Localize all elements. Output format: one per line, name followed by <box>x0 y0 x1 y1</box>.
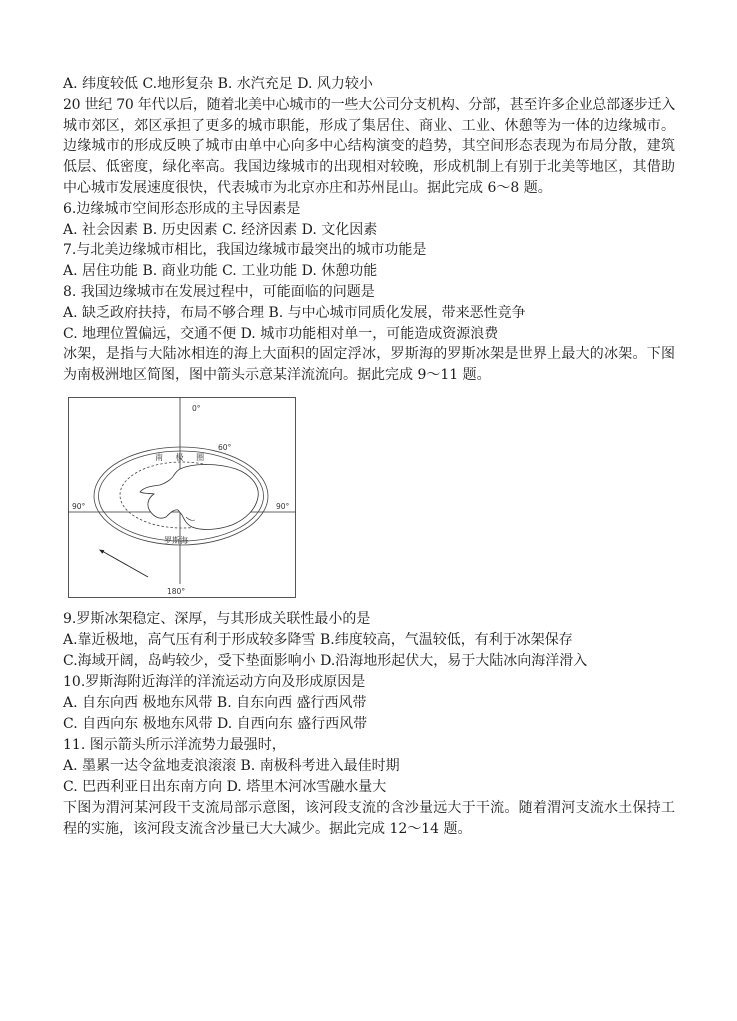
label-lon-90-left: 90° <box>72 502 86 511</box>
question-9-options: C.海域开阔，岛屿较少，受下垫面影响小 D.沿海地形起伏大，易于大陆冰向海洋滑入 <box>63 653 588 669</box>
label-ross-sea: 罗斯海 <box>164 536 188 545</box>
question-6-stem: 6.边缘城市空间形态形成的主导因素是 <box>63 200 301 217</box>
question-8-options: C. 地理位置偏远，交通不便 D. 城市功能相对单一，可能造成资源浪费 <box>63 325 499 342</box>
question-8-options: A. 缺乏政府扶持，布局不够合理 B. 与中心城市同质化发展，带来恶性竞争 <box>63 304 526 321</box>
passage-edge-city-line: 低层、低密度，绿化率高。我国边缘城市的出现相对较晚，形成机制上有别于北美等地区，其借助 <box>63 159 675 176</box>
question-9-options: A.靠近极地，高气压有利于形成较多降雪 B.纬度较高，气温较低，有利于冰架保存 <box>63 632 573 648</box>
question-11-options: A. 墨累一达令盆地麦浪滚滚 B. 南极科考进入最佳时期 <box>63 758 400 774</box>
antarctica-map-svg <box>68 397 296 598</box>
label-lat-60: 60° <box>218 443 232 452</box>
label-lon-0: 0° <box>192 404 201 413</box>
question-9-stem: 9.罗斯冰架稳定、深厚，与其形成关联性最小的是 <box>63 611 371 627</box>
passage-edge-city-line: 边缘城市的形成反映了城市由单中心向多中心结构演变的趋势，其空间形态表现为布局分散，建筑 <box>63 138 675 155</box>
label-lon-90-right: 90° <box>276 502 290 511</box>
question-11-stem: 11. 图示箭头所示洋流势力最强时， <box>63 737 286 753</box>
passage-ice-shelf-line: 为南极洲地区简图，图中箭头示意某洋流流向。据此完成 9～11 题。 <box>63 367 491 384</box>
label-lon-180: 180° <box>167 587 186 596</box>
passage-weihe-line: 程的实施，该河段支流含沙量已大大减少。据此完成 12～14 题。 <box>63 821 472 837</box>
label-antarctic-circle: 南 极 圈 <box>155 453 210 462</box>
question-5-options: A. 纬度较低 C.地形复杂 B. 水汽充足 D. 风力较小 <box>63 76 373 92</box>
question-8-stem: 8. 我国边缘城市在发展过程中，可能面临的问题是 <box>63 283 375 300</box>
question-10-options: C. 自西向东 极地东风带 D. 自西向东 盛行西风带 <box>63 716 368 732</box>
question-11-options: C. 巴西利亚日出东南方向 D. 塔里木河冰雪融水量大 <box>63 779 387 795</box>
passage-edge-city-line: 城市郊区，郊区承担了更多的城市职能，形成了集居住、商业、工业、休憩等为一体的边缘城市。 <box>63 117 675 134</box>
passage-ice-shelf-line: 冰架，是指与大陆冰相连的海上大面积的固定浮冰，罗斯海的罗斯冰架是世界上最大的冰架。下图 <box>63 346 675 363</box>
passage-edge-city-line: 中心城市发展速度很快，代表城市为北京亦庄和苏州昆山。据此完成 6～8 题。 <box>63 179 552 196</box>
question-6-options: A. 社会因素 B. 历史因素 C. 经济因素 D. 文化因素 <box>63 221 378 238</box>
question-10-options: A. 自东向西 极地东风带 B. 自东向西 盛行西风带 <box>63 695 367 711</box>
text-block-lower <box>63 609 675 840</box>
question-7-options: A. 居住功能 B. 商业功能 C. 工业功能 D. 休憩功能 <box>63 263 378 280</box>
passage-weihe-line: 下图为渭河某河段干支流局部示意图，该河段支流的含沙量远大于干流。随着渭河支流水土保持工 <box>63 800 675 816</box>
passage-edge-city-line: 20 世纪 70 年代以后，随着北美中心城市的一些大公司分支机构、分部，甚至许多企业总部逐步迁入 <box>63 96 675 113</box>
question-7-stem: 7.与北美边缘城市相比，我国边缘城市最突出的城市功能是 <box>63 242 427 259</box>
text-block-upper <box>63 74 675 386</box>
antarctica-map <box>68 397 296 598</box>
question-10-stem: 10.罗斯海附近海洋的洋流运动方向及形成原因是 <box>63 674 366 690</box>
